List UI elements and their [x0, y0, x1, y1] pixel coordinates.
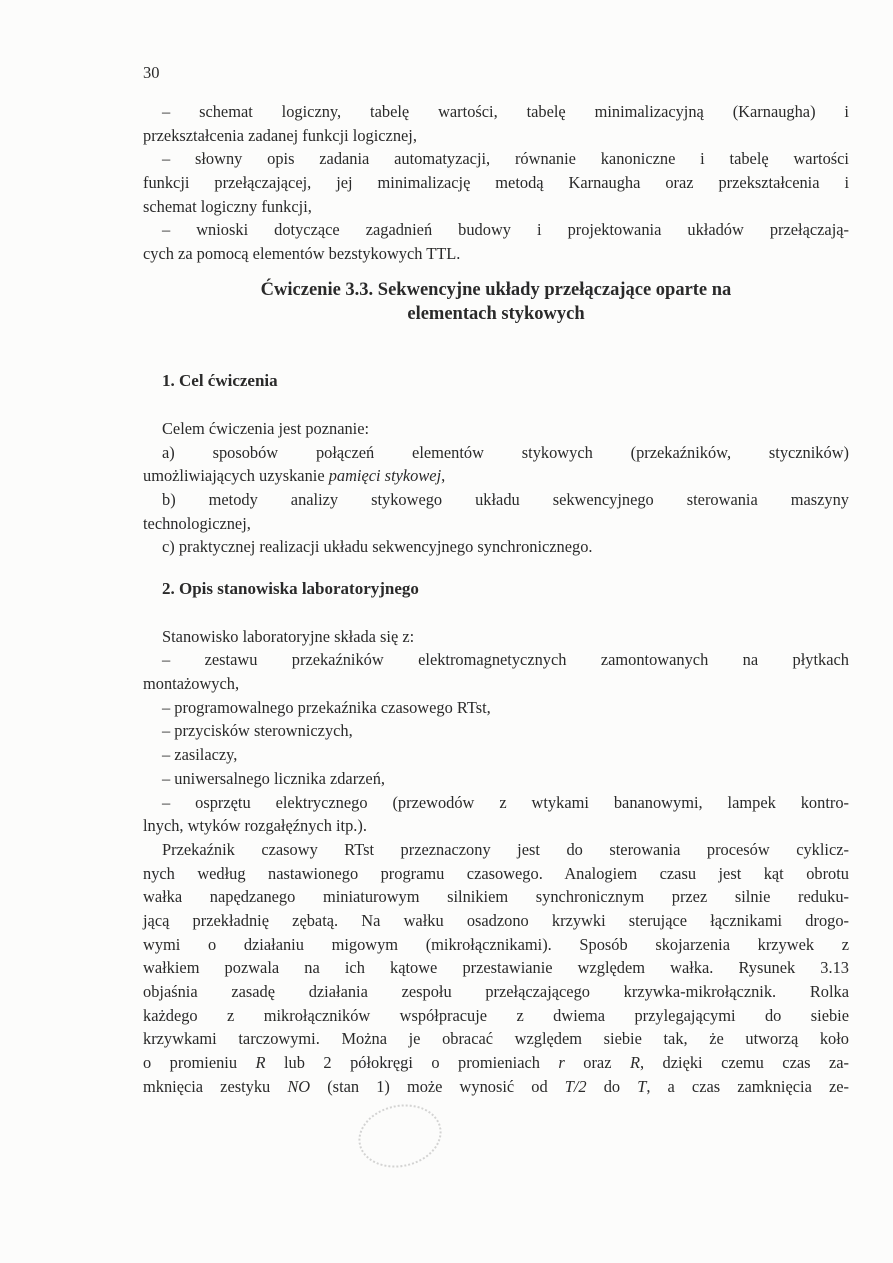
text-segment: przekształcenia zadanej funkcji logicznej,: [143, 125, 417, 145]
text-segment: Stanowisko laboratoryjne składa się z:: [162, 626, 415, 646]
text-line: [143, 242, 849, 266]
text-segment: umożliwiających uzyskanie: [143, 466, 329, 486]
subsection-heading: [143, 369, 849, 393]
italic-text: R: [255, 1053, 266, 1073]
paragraph: [143, 535, 849, 559]
italic-text: NO: [287, 1076, 311, 1096]
text-line: [143, 417, 849, 441]
text-line: [143, 672, 849, 696]
text-segment: wałka napędzanego miniaturowym silnikiem synchronicznym przez silnie reduku-: [143, 887, 849, 907]
text-segment: Celem ćwiczenia jest poznanie:: [162, 418, 370, 438]
paragraph: [143, 218, 849, 265]
text-line: [143, 441, 849, 465]
section-title: [143, 279, 849, 326]
text-segment: oraz: [564, 1053, 630, 1073]
text-segment: – osprzętu elektrycznego (przewodów z wtykami bananowymi, lampek kontro-: [162, 792, 849, 812]
text-segment: nych według nastawionego programu czasowego. Analogiem czasu jest kąt obrotu: [143, 863, 849, 883]
text-segment: – uniwersalnego licznika zdarzeń,: [162, 768, 385, 788]
text-line: [143, 648, 849, 672]
text-segment: – programowalnego przekaźnika czasowego RTst,: [162, 697, 491, 717]
text-segment: schemat logiczny funkcji,: [143, 196, 312, 216]
text-segment: lnych, wtyków rozgałęźnych itp.).: [143, 816, 367, 836]
text-line: [143, 100, 849, 124]
paragraph: [143, 648, 849, 695]
text-segment: elementach stykowych: [407, 303, 585, 324]
italic-text: T: [637, 1076, 647, 1096]
paragraph: [143, 488, 849, 535]
text-segment: 1. Cel ćwiczenia: [162, 371, 278, 391]
text-segment: lub 2 półokręgi o promieniach: [265, 1053, 559, 1073]
italic-text: T/2: [564, 1076, 587, 1096]
italic-text: pamięci stykowej: [328, 466, 442, 486]
page-body: [143, 100, 849, 1098]
text-segment: funkcji przełączającej, jej minimalizację metodą Karnaugha oraz przekształcenia i: [143, 173, 849, 193]
paragraph: [143, 625, 849, 649]
paragraph: [143, 441, 849, 488]
text-line: [143, 535, 849, 559]
text-segment: Ćwiczenie 3.3. Sekwencyjne układy przełączające oparte na: [260, 279, 732, 300]
text-line: [143, 767, 849, 791]
text-line: [143, 124, 849, 148]
text-line: [143, 791, 849, 815]
text-line: [143, 743, 849, 767]
text-segment: – zasilaczy,: [162, 745, 238, 765]
text-segment: montażowych,: [143, 674, 240, 694]
text-line: [143, 956, 849, 980]
text-segment: , dzięki czemu czas za-: [639, 1053, 849, 1073]
text-segment: a) sposobów połączeń elementów stykowych (przekaźników, styczników): [162, 442, 849, 462]
text-segment: objaśnia zasadę działania zespołu przełączającego krzywka-mikrołącznik. Rolka: [143, 982, 849, 1001]
text-segment: – schemat logiczny, tabelę wartości, tabelę minimalizacyjną (Karnaugha) i: [162, 102, 849, 121]
library-stamp: [352, 1097, 447, 1175]
paragraph: [143, 743, 849, 767]
text-line: [143, 1075, 849, 1099]
paragraph: [143, 791, 849, 838]
text-segment: technologicznej,: [143, 513, 251, 533]
text-segment: krzywkami tarczowymi. Można je obracać względem siebie tak, że utworzą koło: [143, 1029, 849, 1049]
text-line: [143, 171, 849, 195]
text-line: [143, 279, 849, 303]
paragraph: [143, 767, 849, 791]
text-segment: – zestawu przekaźników elektromagnetycznych zamontowanych na płytkach: [162, 650, 849, 670]
text-line: [143, 885, 849, 909]
text-segment: każdego z mikrołączników współpracuje z dwiema przylegającymi do siebie: [143, 1005, 849, 1025]
text-segment: jącą przekładnię zębatą. Na wałku osadzono krzywki sterujące łącznikami drogo-: [143, 910, 849, 930]
paragraph: [143, 719, 849, 743]
text-segment: – przycisków sterowniczych,: [162, 721, 353, 741]
text-line: [143, 1051, 849, 1075]
text-line: [143, 464, 849, 488]
text-line: [143, 488, 849, 512]
text-segment: ,: [441, 466, 446, 486]
text-segment: o promieniu: [143, 1053, 256, 1073]
text-line: [143, 577, 849, 601]
text-line: [143, 838, 849, 862]
text-segment: , a czas zamknięcia ze-: [646, 1076, 849, 1096]
text-line: [143, 1027, 849, 1051]
text-segment: Przekaźnik czasowy RTst przeznaczony jest do sterowania procesów cyklicz-: [162, 839, 849, 859]
italic-text: R: [629, 1053, 640, 1073]
italic-text: r: [558, 1053, 565, 1073]
text-line: [143, 218, 849, 242]
page-number: 30: [143, 63, 160, 82]
text-line: [143, 862, 849, 886]
text-segment: wałkiem pozwala na ich kątowe przestawianie względem wałka. Rysunek 3.13: [143, 958, 849, 978]
text-line: [143, 303, 849, 327]
text-segment: do: [586, 1076, 638, 1096]
text-segment: wymi o działaniu migowym (mikrołącznikami). Sposób skojarzenia krzywek z: [143, 934, 849, 954]
text-segment: (stan 1) może wynosić od: [310, 1076, 565, 1096]
paragraph: [143, 147, 849, 218]
paragraph: [143, 838, 849, 1099]
text-line: [143, 147, 849, 171]
text-line: [143, 369, 849, 393]
text-line: [143, 696, 849, 720]
paragraph: [143, 696, 849, 720]
text-line: [143, 1004, 849, 1028]
paragraph: [143, 100, 849, 147]
text-line: [143, 814, 849, 838]
text-line: [143, 980, 849, 1004]
paragraph: [143, 417, 849, 441]
text-segment: mknięcia zestyku: [143, 1076, 288, 1096]
text-segment: – słowny opis zadania automatyzacji, równanie kanoniczne i tabelę wartości: [162, 149, 849, 169]
text-line: [143, 719, 849, 743]
subsection-heading: [143, 577, 849, 601]
text-segment: cych za pomocą elementów bezstykowych TTL.: [143, 244, 461, 264]
text-line: [143, 195, 849, 219]
text-segment: 2. Opis stanowiska laboratoryjnego: [162, 579, 419, 598]
text-segment: b) metody analizy stykowego układu sekwencyjnego sterowania maszyny: [162, 489, 849, 509]
text-line: [143, 909, 849, 933]
text-segment: c) praktycznej realizacji układu sekwencyjnego synchronicznego.: [162, 537, 593, 557]
text-line: [143, 625, 849, 649]
text-line: [143, 512, 849, 536]
text-line: [143, 933, 849, 957]
text-segment: – wnioski dotyczące zagadnień budowy i projektowania układów przełączają-: [162, 220, 849, 240]
